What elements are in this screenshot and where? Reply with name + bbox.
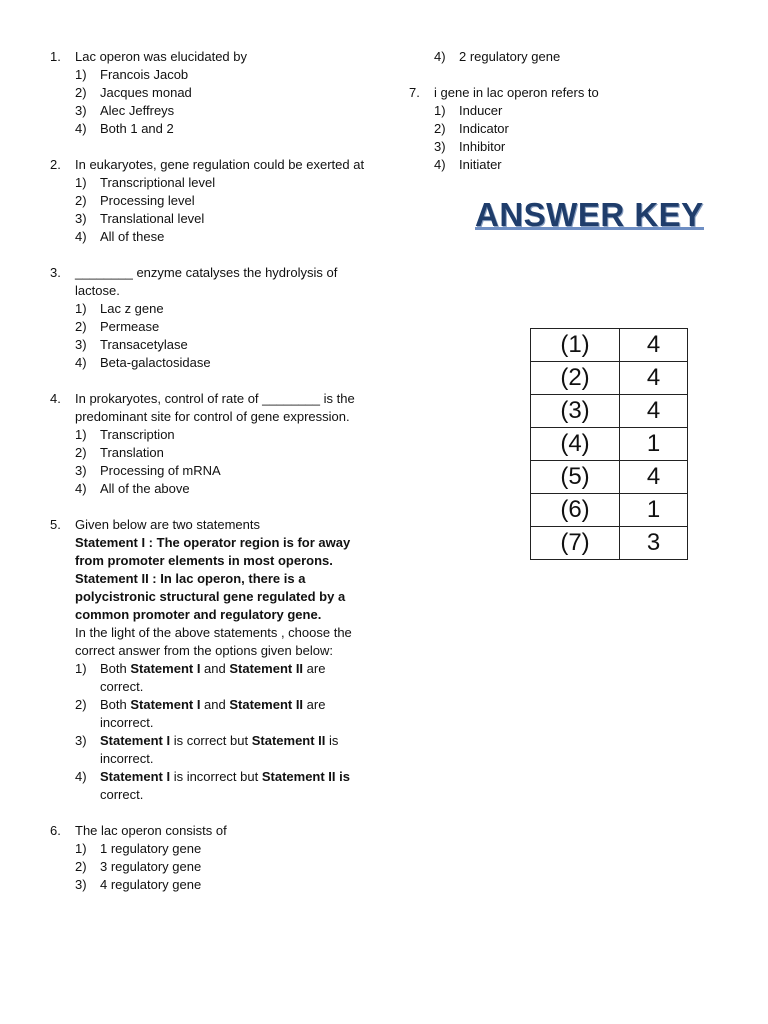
option-number: 3): [75, 463, 87, 478]
table-row: [531, 395, 688, 428]
option-text: Both: [100, 661, 131, 676]
option-text: and: [200, 661, 230, 676]
option-text: and: [200, 697, 230, 712]
answer-cell: 4: [620, 362, 688, 395]
option-number: 2): [75, 859, 87, 874]
option: [75, 876, 370, 894]
question-3: [50, 264, 370, 372]
option-number: 4): [75, 121, 87, 136]
answer-cell: 4: [620, 395, 688, 428]
option-number: 1): [75, 661, 87, 676]
question-7: [409, 84, 709, 174]
option-text: is correct but: [170, 733, 252, 748]
option: [75, 480, 370, 498]
option-text: Initiater: [459, 157, 502, 172]
option-text: Inhibitor: [459, 139, 506, 154]
table-row: [531, 329, 688, 362]
question-number: 2.: [50, 157, 61, 172]
table-row: [531, 428, 688, 461]
option: [434, 48, 709, 66]
option: [75, 318, 370, 336]
statement-one: Statement I : The operator region is for away from promoter elements in most operons.: [75, 535, 351, 568]
option-text: is incorrect.: [100, 733, 339, 766]
option-number: 2): [75, 193, 87, 208]
question-number: 1.: [50, 49, 61, 64]
option: [75, 174, 370, 192]
answer-key-table: [530, 328, 688, 560]
option-text: Beta-galactosidase: [100, 355, 211, 370]
option-text: Transcription: [100, 427, 175, 442]
answer-cell: 3: [620, 527, 688, 560]
question-number: 5.: [50, 517, 61, 532]
answer-cell: 4: [620, 461, 688, 494]
question-intro: Given below are two statements: [75, 517, 260, 532]
question-1: [50, 48, 370, 138]
option: [75, 66, 370, 84]
option-number: 2): [434, 121, 446, 136]
option: [75, 120, 370, 138]
option-text: Lac z gene: [100, 301, 164, 316]
option-text-bold: Statement II: [251, 733, 326, 748]
option-number: 2): [75, 319, 87, 334]
option-number: 2): [75, 85, 87, 100]
question-cell: (1): [531, 329, 620, 362]
option-number: 3): [75, 877, 87, 892]
option: [75, 84, 370, 102]
option-text: 3 regulatory gene: [100, 859, 202, 874]
question-instruction: In the light of the above statements , choose the correct answer from the options given below:: [75, 625, 352, 658]
question-5: [50, 516, 370, 804]
option-text: 1 regulatory gene: [100, 841, 202, 856]
option-text: Both 1 and 2: [100, 121, 174, 136]
table-row: [531, 527, 688, 560]
question-number: 7.: [409, 85, 420, 100]
question-text: In prokaryotes, control of rate of ________ is the predominant site for control of gene expression.: [75, 391, 355, 424]
option-text: Processing level: [100, 193, 195, 208]
option-text: 2 regulatory gene: [459, 49, 561, 64]
option-text-bold: Statement I: [130, 697, 201, 712]
answer-cell: 1: [620, 428, 688, 461]
option-text: Processing of mRNA: [100, 463, 221, 478]
option-number: 3): [75, 733, 87, 748]
option-number: 3): [434, 139, 446, 154]
option-text-bold: Statement II is: [261, 769, 350, 784]
option-text: Jacques monad: [100, 85, 192, 100]
option-text: Transacetylase: [100, 337, 188, 352]
option-text-bold: Statement I: [100, 769, 171, 784]
option: [75, 336, 370, 354]
option: [75, 354, 370, 372]
answer-cell: 4: [620, 329, 688, 362]
option: [434, 156, 709, 174]
option-text: Transcriptional level: [100, 175, 216, 190]
option: [75, 192, 370, 210]
option-text: Permease: [100, 319, 160, 334]
option-text: Both: [100, 697, 131, 712]
option-text-bold: Statement II: [229, 661, 304, 676]
question-number: 4.: [50, 391, 61, 406]
option-text: are correct.: [100, 661, 326, 694]
option-text: correct.: [100, 787, 144, 802]
option-number: 4): [75, 769, 87, 784]
option-number: 3): [75, 211, 87, 226]
option-number: 4): [434, 157, 446, 172]
option: [434, 120, 709, 138]
option: [75, 300, 370, 318]
option: [434, 138, 709, 156]
option: [75, 696, 370, 732]
option-number: 4): [434, 49, 446, 64]
option-text: Indicator: [459, 121, 509, 136]
option-text: All of these: [100, 229, 165, 244]
option-text: Translation: [100, 445, 164, 460]
question-text: Lac operon was elucidated by: [75, 49, 248, 64]
option-text: are incorrect.: [100, 697, 326, 730]
option-text: is incorrect but: [170, 769, 262, 784]
option: [75, 840, 370, 858]
option: [75, 228, 370, 246]
option: [75, 660, 370, 696]
option: [434, 102, 709, 120]
option: [75, 102, 370, 120]
option-number: 1): [75, 301, 87, 316]
question-text: In eukaryotes, gene regulation could be exerted at: [75, 157, 365, 172]
left-column: [50, 48, 370, 912]
option-number: 2): [75, 445, 87, 460]
option: [75, 210, 370, 228]
statement-two: Statement II : In lac operon, there is a polycistronic structural gene regulated by a common promoter and regulatory gene.: [75, 571, 346, 622]
option-number: 2): [75, 697, 87, 712]
option-text: Francois Jacob: [100, 67, 189, 82]
option-text-bold: Statement I: [100, 733, 171, 748]
option-text-bold: Statement I: [130, 661, 201, 676]
question-cell: (6): [531, 494, 620, 527]
question-text: ________ enzyme catalyses the hydrolysis of lactose.: [75, 265, 338, 298]
question-6-continued: [409, 48, 709, 66]
answer-cell: 1: [620, 494, 688, 527]
question-cell: (3): [531, 395, 620, 428]
option-text: Alec Jeffreys: [100, 103, 175, 118]
option-number: 4): [75, 481, 87, 496]
question-cell: (7): [531, 527, 620, 560]
question-cell: (4): [531, 428, 620, 461]
option-number: 1): [75, 427, 87, 442]
question-6: [50, 822, 370, 894]
question-text: i gene in lac operon refers to: [434, 85, 599, 100]
option: [75, 858, 370, 876]
option-text: 4 regulatory gene: [100, 877, 202, 892]
option: [75, 732, 370, 768]
answer-key-title: ANSWER KEY: [475, 196, 704, 233]
option-text-bold: Statement II: [229, 697, 304, 712]
option: [75, 462, 370, 480]
table-row: [531, 461, 688, 494]
table-row: [531, 494, 688, 527]
option-number: 1): [434, 103, 446, 118]
option-number: 3): [75, 337, 87, 352]
question-cell: (5): [531, 461, 620, 494]
question-4: [50, 390, 370, 498]
question-number: 6.: [50, 823, 61, 838]
option: [75, 426, 370, 444]
question-text: The lac operon consists of: [75, 823, 227, 838]
question-number: 3.: [50, 265, 61, 280]
option-number: 1): [75, 841, 87, 856]
table-row: [531, 362, 688, 395]
question-cell: (2): [531, 362, 620, 395]
option-number: 4): [75, 229, 87, 244]
question-2: [50, 156, 370, 246]
right-column: [409, 48, 709, 192]
option-number: 1): [75, 67, 87, 82]
option-number: 1): [75, 175, 87, 190]
option-text: Translational level: [100, 211, 205, 226]
option-number: 3): [75, 103, 87, 118]
option-text: All of the above: [100, 481, 190, 496]
option-number: 4): [75, 355, 87, 370]
option: [75, 444, 370, 462]
option-text: Inducer: [459, 103, 503, 118]
option: [75, 768, 370, 804]
